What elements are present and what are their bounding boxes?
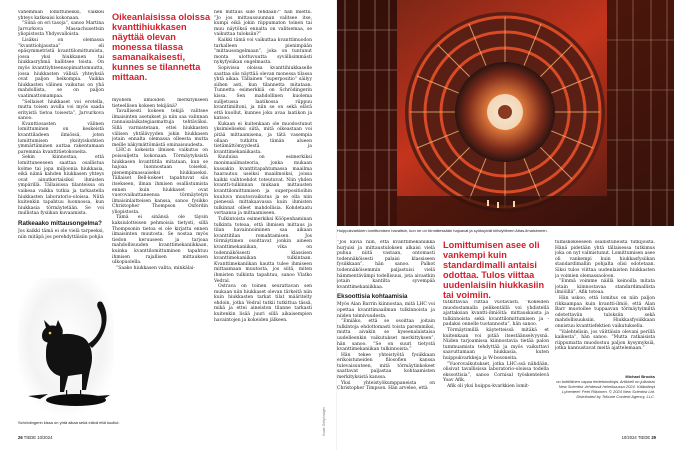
right-page-number: 29: [651, 435, 656, 440]
paragraph: ”Vuorovaikutukset, jotka LHC:ssä nähdään, olisivat tavallisissa laboratorio-oloissa todella eksoottisia”, sanoo Cornisal työskentelevä Yoav Afik.: [443, 361, 549, 384]
paragraph: tumiskokeeseen osallistuneista tutkijoista. Hänä pidetään yhtä tällaisessa tutkimus joka on nyt valmistunut. Lomittumisen asee oli vankempi kuin hiukkasfysiikan standardimallin pohjalta olisi odotetaan. Siksi tulos viittaa uudenlaisten hiukkasten ja voimien olemassaoloon.: [555, 240, 655, 279]
section-subheading: Eksoottisia kohtaamisia: [337, 293, 408, 301]
paragraph: Myös Alan Barrin kiinnostaa, mitä LHC voi opettaa kvanttimaailman tulkinnoista ja niiden toimivuudesta.: [337, 302, 435, 319]
paragraph: Yksi yhteistyökumppaneista on Christopher Timpson. Hän arvelee, että: [337, 380, 435, 392]
paragraph: vähemmän lomittuneiksi, vaikkei yhteys katkeaisi kokonaan.: [18, 10, 104, 21]
paragraph: ”Siinä on eri tasoja”, sanoo Martina Jarvurkova Massachusettsin yliopistosta Yhdysvalloista.: [18, 21, 104, 38]
cat-illustration: [18, 278, 114, 418]
paragraph: ”Jos käviä niin, että kvanttimekaniikka hurjuisi ja mittaustuloksen alkaisi vielä puhua niitä vastaan, ontomasti todennäköisesti palaisi klassiseen fysiikkaan”, hän sanoo. Palkot todennäköisemmin paljastuisi vielä hämmentävämpi todellisuus, jota aivastkin jotain kantilta syvempää kvanttimekaniikkaa.: [337, 240, 435, 290]
right-pull-quote: Lomittumisen asee oli vankempi kuin standardimalli antaisi odottaa. Tulos viittaa uudenlaisiin hiukkasiin tai voimiin.: [443, 240, 545, 300]
left-column-2: [112, 98, 208, 418]
paragraph: tutkittavaa riittää vuotavasti. ”Kokeiden muodostamalla pelikentällä voi yhdistellä ajattaksian kvantti-ilmiöitä: mittauskaista ja tulkinnoista sekä kvanttilomittumisen ja -padaksi onnelle tuotannosta”, hän sanoo.: [443, 300, 549, 328]
paragraph: Lisäksi on olemassa ”kvanttiohjaustaa” eli epäsymmetristä kvanttilomittumista, jossa yksi hiukkanen tai hiukkasryhmä hallitsee toista. On myös kvanttiyhteensopimattomuutta, jossa hiukkasten välisiä yhteyksiä ovat paljon heikompia. Vaikka hiukkasten välinen vaikutus on yhä mahdollista, se on paljon vaatimattomampaa.: [18, 37, 104, 99]
left-pull-quote: Oikeanlaisissa oloissa kvanttihiukkasen näyttää olevan monessa tilassa samanaikaisesti, kunnes se tilannetta mittaan.: [112, 12, 211, 82]
author-name: Michael Brooks: [625, 374, 655, 379]
atlas-detector-photo: [337, 0, 674, 226]
right-column-2: [443, 300, 549, 440]
paragraph: Kaikki tämä voi vaikuttaa kvanttimuodon tarkalleen pienimpään ”mittausongelmaan”, joka on tuntunut monta ulottuvuutta syvällisimmästi nykyfysiikan ongelmasta.: [214, 37, 312, 66]
paragraph: Kvanttiosasten välinen lomittuminen on keskeistä kvanttiladeen ilmiössä, joten lomittumisen yksityiskohtien ymmärtäminen auttaa rakentamaan paremmia kvanttitietokoneita.: [18, 121, 104, 155]
paragraph: Hän tekee yhteistyötä fysiikkaan erikoistuneiden filosofien kanssa tulevaisuuteen, mitä törmäytinkokeet saattavat paljastaa kohtaamisten merkityksistä kanssa.: [337, 352, 435, 381]
paragraph: Kukaan ei kuitenkaan ole muodostunut yksimieliseksi siitä, mitä oikeastaan voi pitää mittaamisena, ja tätä vasempia ollaan tutkittu tämän alueen tietämättömyydestä ja kvanttimekaniikasta.: [214, 121, 312, 155]
paragraph: ”Valehtelisin, jos väittäisin olevani perillä kaikesta”, hän sanoo. ”Mutta ratkaisista riippumatta muodostuu paljon kysymyksiä, jotka kannustavat meitä ajattelemaan.”: [555, 329, 655, 352]
section-subheading: Ratkeaako mittausongelma?: [18, 219, 102, 227]
paragraph: Sopivissa oloissa kvanttihiukkaselle saattaa siis näyttää olevan monessa tilassa yhtä aikaa. Tällainen ”superpositio” säilyy siihen asti, kun tilannetta mitataan. Tunnetta esimerkkiä on Schrödingerin kissa. Sen mahdollinen kuolema sulljetussa laatikossa riippuu kvanttimiltoni, ja niin se on sekä elävä että kuollut, kunnes joku avaa laatikon ja katsoo.: [214, 65, 312, 122]
paragraph: LHC:n kokeista ilmisen vaikutus on poissuljettu kokonaan. Törmäytyksistä hiukkasen kvanttitila mitataan, kun se hajoaa luonnostaan toiseksi, pienempimassaiseksi hiukkaseksi. Tällaiset Bell-kokeet tapahtuvat siis itsekseen, ilman ihmisen osallistumista ennen kuin hiukkaset ovat vuorovaikuttaneensa törmäytetyn ilmaisinlaitteisen kanssa, sanoo fysikko Christopher Thompson Oxfordin yliopistosta.: [112, 148, 208, 215]
left-folio: [18, 435, 52, 440]
paragraph: Jos kaikki tämä ei ole vielä tarpeeksi, niin mitäpä jos perehdyttäisiin pohjia: [18, 228, 104, 240]
right-column-3: [555, 240, 655, 370]
paragraph: ”Saako hiukkasen valita, minkälai-: [116, 265, 195, 271]
photo-credit: Kuvat: Getty Images: [322, 407, 326, 436]
paragraph: Törmäytimillä käytetteissä mitäkä et kuitenkaan voi pitää itsestäänselvyysnä. Niiden tarjoamissa kiinnostavia tietää palon tummuamista tehdyttää ja myös vaikuttavi saavuttamaan hiukkasia, kuten huippukvarkkeja ja W-bosoneita.: [443, 327, 549, 361]
left-column-1: [18, 10, 104, 276]
right-folio: [622, 435, 656, 440]
right-column-1: [337, 240, 435, 440]
paragraph: ”Emmä voimme näillä keinoilla mitata jotain kiinnostavaa standardimallista ilmiöillä”, Afik toteaa.: [555, 279, 655, 296]
paragraph: ”Emiäko, että se osoittaa joitain tulkintoja ehdottomasti toista paremmiksi, mutta aivakin se kyseenalaistaisa uudelleenkin vaikutukset merkittyksen”, hän sanoo. ”Se on suuri tietystä kvanttimekaniikan tulkinnoista.”: [337, 319, 435, 353]
right-page: [337, 0, 674, 450]
paragraph: Ostrava on toinen seurattavan sen mukaan niin hiukkaset olevan tärkeitä niin kuin hiukkasten tarkat tilat määritelty ehdoin, jotka Vedral tutkii tutkittua tässä, mikä ja ettei aineiston tilanne tarkasti kuitenkin lisää juuri sillä aikaisempien havaintojen ja kokeiden jälkeen.: [214, 284, 312, 323]
left-column-3: [214, 10, 312, 410]
author-info: on brittiläinen vapaa tiedetoimittaja. Artikkeli on julkaistu New Scientist -lehdessä helmikuussa 2024. Kääntänyt Lyhenteet: Petri Riikonen. © 2024 New Scientist Ltd. Distributed by Tribune Content Agency, LLC.: [556, 379, 655, 399]
paragraph: nen mittaus sille tehdään?” hän miettii. ”Jo jos mittaussuunnan valitsee itse, kumpi eikä jokin riippumaton toinen tai muu näytöksä ennalta on valitsemaa, se vaikuttaa tuloksiin?”: [214, 10, 312, 38]
paragraph: Hän uskoo, että lomitus on niin paljon rikkaampaa kuin kvantti-ilmiö, että Alan Barr muotoilee tuppaavan törmäytyimiltä odotettaviin tuloksiin sekä mahdollisuuksiin. Hiukkasfysiikkaan onnistuu kvanttiefektien vaikutuksella.: [555, 295, 655, 329]
paragraph: Tavallisesti kokeen tekijä valitsee ilmaisinten asetukset ja niin saa valinnan rannaisalaikategiasmattuja tehtäväksi. Sillä varmistetaan, ettei hiukkasten välisen yhtälävyyden jokin hiukkasen jotain ennalta olemassa olleesta mutta meille näkymättömästä ominaisuudesta.: [112, 109, 208, 148]
paragraph: Sekin kiinnostaa, että lomittuneeseen saattaa osallistua kolme tai jopa miljoonia hiukkasia, eikä nämä kahden hiukkasen yhteys ovat ainutkertaisiksi ihmisten ympärillä. Tällaisissa tilanteissa on vaikeaa vaikka tutkia ja tarkastella hiukkasten laboratorio-oloissa. Niitä kuitenkin tapahtuu luonnossa, kun hiukkasia törmäytetään. Se voi mullistaa fysiikan kuvaamista.: [18, 155, 104, 217]
paragraph: ”Sellaiset hiukkaset voi erotella, mutta toisen avulla voi myös saada erityistä tietoa toisesta”, Jarvurkova sanoo.: [18, 99, 104, 122]
paragraph: Kuuluisa on esimerkiksi monimaailmateoria, jonka mukaan kussakin kvanttitapahtumassa maailma haarautuu useiksi maailmoiksi, joissa kaikki vaihtoehdot toteutuvat. Niin yhden kvantti-tulkinnan mukaan mittausten kvanttilomittumisen ja superpositioihin kuuluva muutosvaikutus ja se olla niin pienessä mittakaavassa kuin ihmisten tulkinnat olleet mahdollisia. Kohdetaatu vertaansa ja mittaamiseen.: [214, 155, 312, 217]
paragraph: myöhem ilmiöiden merkitykseen tieteellisen kokeen tekijänä?: [112, 98, 208, 109]
author-byline: [555, 374, 655, 399]
paragraph: Tämä ei sinänsä ole täysin kaksiulotteisen pehmoisia tietysti, sillä Thompsonin tietoa ei ole kirjattu ennen ilmaisinten muutosta. Se nostaa myös tiedon keruuseen ja tarjoaa mahdollisuuden kvanttimekaniikkaan, kuinka kvanttilomittuminen tapahtuu ihmisen rajallisen mittauksen ulkopuolella.: [112, 215, 208, 266]
cat-caption: Schrödingerin kissa on yhtä aikaa sekä elävä että kuollut.: [18, 420, 120, 425]
atlas-photo-caption: Huippukvarkkien lomittumisen havaitsin, kun ne on törmätessään hajoavat ja syöksyivät kiihdyttimen Atlas-ilmaisimeen.: [337, 228, 548, 233]
paragraph: Tulkintoista esimerkiksi Kööpenhaminan tulkinta toteaa, että ihmisen mittaus ja tilan havainnoiminen saa aikaan kvanttitilan romahtamisen. Jos törmäytimen osoittavat jonkin aineen kvanttimekaniikan, vika on todennäköisesti klassisen kvanttimekaniikan tulkintaan. Kvanttimekaniikan kautta tulee ihmiseen mittaamaan muutosta, jos siitä, miten ihmisten tulkinta tapahtuu, sanoo Vlatko Vedral.: [214, 216, 312, 284]
paragraph: Afik oli yksi huippu-kvarkkien lomit-: [447, 383, 530, 389]
right-magazine-name: 10/2024 TIEDE: [621, 435, 651, 440]
left-magazine-name: TIEDE 10/2024: [23, 435, 53, 440]
left-page-number: 26: [18, 435, 23, 440]
